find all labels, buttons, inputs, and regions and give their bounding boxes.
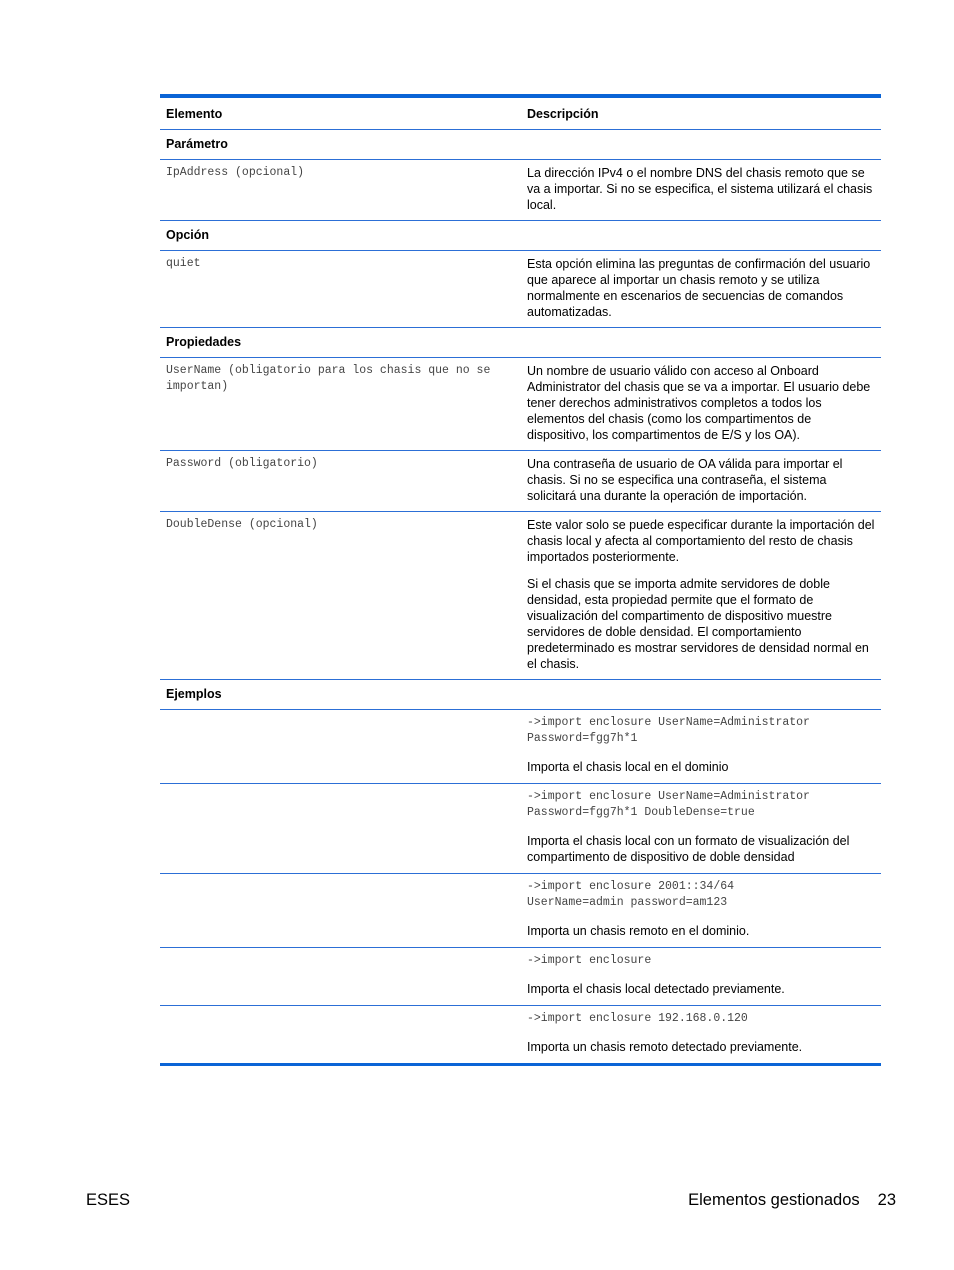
- example-row: [160, 874, 881, 948]
- table-row-username: [160, 358, 881, 451]
- example-row: [160, 948, 881, 1006]
- example-row: [160, 1006, 881, 1063]
- example-description: Importa el chasis local en el dominio: [527, 760, 729, 774]
- description-username: Un nombre de usuario válido con acceso al Onboard Administrator del chasis que se va a importar. El usuario debe tener derechos administrativos completos a todos los elementos del chasis (como los compartimentos de dispositivo, los compartimentos de E/S y los OA).: [527, 364, 871, 442]
- section-row-opcion: [160, 221, 881, 251]
- example-row: [160, 710, 881, 784]
- element-username: UserName (obligatorio para los chasis que no se importan): [166, 364, 498, 393]
- example-description: Importa el chasis local con un formato de visualización del compartimento de dispositivo de doble densidad: [527, 834, 850, 864]
- example-description: Importa un chasis remoto en el dominio.: [527, 924, 750, 938]
- section-row-ejemplos: [160, 680, 881, 710]
- example-description: Importa un chasis remoto detectado previamente.: [527, 1040, 803, 1054]
- table-row-password: [160, 451, 881, 512]
- example-command: ->import enclosure 192.168.0.120: [527, 1012, 748, 1025]
- footer-section-title: Elementos gestionados: [688, 1191, 860, 1209]
- footer-right: [688, 1191, 896, 1210]
- description-doubledense-2: Si el chasis que se importa admite servidores de doble densidad, esta propiedad permite que el formato de visualización del compartimento de dispositivo muestre servidores de doble densidad. El comportamiento predeterminado es mostrar servidores de densidad normal en el chasis.: [527, 577, 869, 671]
- section-label-parametro: Parámetro: [166, 137, 228, 151]
- element-password: Password (obligatorio): [166, 457, 318, 470]
- description-password: Una contraseña de usuario de OA válida para importar el chasis. Si no se especifica una contraseña, el sistema solicitará una durante la operación de importación.: [527, 457, 843, 503]
- element-ipaddress: IpAddress (opcional): [166, 166, 305, 179]
- example-command: ->import enclosure 2001::34/64 UserName=admin password=am123: [527, 880, 735, 909]
- table-row-ipaddress: [160, 160, 881, 221]
- description-doubledense-1: Este valor solo se puede especificar durante la importación del chasis local y afecta al comportamiento del resto de chasis importados posteriormente.: [527, 518, 875, 564]
- example-description: Importa el chasis local detectado previamente.: [527, 982, 785, 996]
- element-quiet: quiet: [166, 257, 201, 270]
- header-elemento: Elemento: [166, 107, 223, 121]
- description-quiet: Esta opción elimina las preguntas de confirmación del usuario que aparece al importar un chasis remoto y se utiliza normalmente en escenarios de secuencias de comandos automatizadas.: [527, 257, 871, 319]
- example-command: ->import enclosure UserName=Administrator Password=fgg7h*1: [527, 716, 810, 745]
- page-number: 23: [877, 1191, 896, 1209]
- table-row-doubledense: [160, 512, 881, 680]
- table-row-quiet: [160, 251, 881, 328]
- section-label-propiedades: Propiedades: [166, 335, 242, 349]
- example-row: [160, 784, 881, 874]
- parameters-table: [160, 94, 881, 1066]
- table-header-row: [160, 98, 881, 130]
- description-ipaddress: La dirección IPv4 o el nombre DNS del chasis remoto que se va a importar. Si no se especifica, el sistema utilizará el chasis local.: [527, 166, 873, 212]
- element-doubledense: DoubleDense (opcional): [166, 518, 318, 531]
- example-command: ->import enclosure: [527, 954, 652, 967]
- example-command: ->import enclosure UserName=Administrator Password=fgg7h*1 DoubleDense=true: [527, 790, 810, 819]
- footer-language-code: ESES: [86, 1191, 131, 1209]
- section-label-opcion: Opción: [166, 228, 210, 242]
- header-descripcion: Descripción: [527, 107, 599, 121]
- section-label-ejemplos: Ejemplos: [166, 687, 222, 701]
- section-row-parametro: [160, 130, 881, 160]
- section-row-propiedades: [160, 328, 881, 358]
